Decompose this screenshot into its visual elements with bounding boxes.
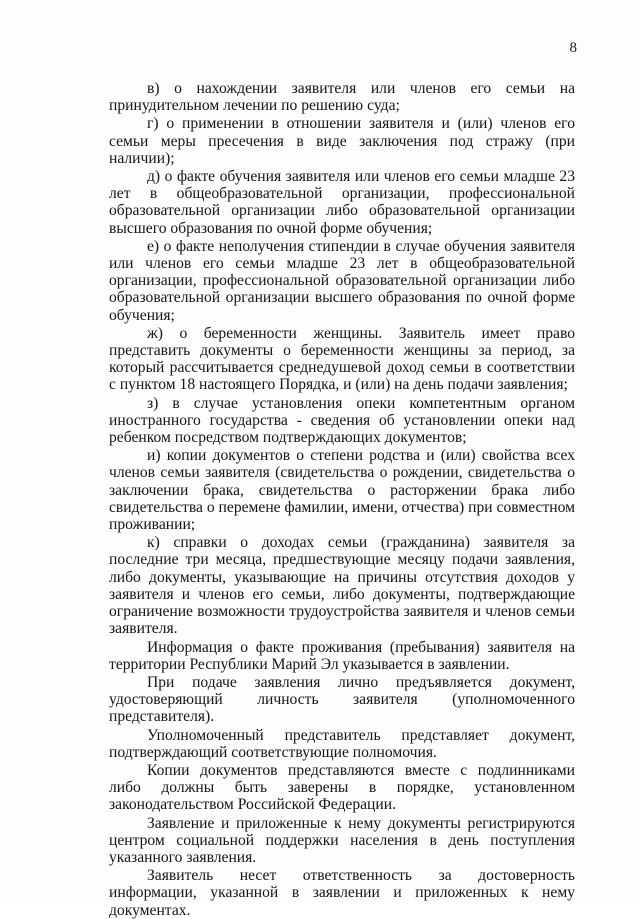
paragraph-representative: Уполномоченный представитель представляет документ, подтверждающий соответствующие полномочия. bbox=[109, 726, 575, 761]
paragraph-e: е) о факте неполучения стипендии в случае обучения заявителя или членов его семьи младше 23 лет в общеобразовательной организации, профессиональной образовательной организации либо образовательной организации высшего образования по очной форме обучения; bbox=[109, 237, 575, 324]
paragraph-g: г) о применении в отношении заявителя и (или) членов его семьи меры пресечения в виде заключения под стражу (при наличии); bbox=[109, 115, 575, 167]
paragraph-zh: ж) о беременности женщины. Заявитель имеет право представить документы о беременности женщины за период, за который рассчитывается среднедушевой доход семьи в соответствии с пунктом 18 настоящего Порядка, и (или) на день подачи заявления; bbox=[109, 324, 575, 394]
paragraph-i: и) копии документов о степени родства и (или) свойства всех членов семьи заявителя (свидетельства о рождении, свидетельства о заключении брака, свидетельства о расторжении брака либо свидетельства о перемене фамилии, имени, отчества) при совместном проживании; bbox=[109, 447, 575, 534]
document-body bbox=[109, 80, 575, 919]
paragraph-registration: Заявление и приложенные к нему документы регистрируются центром социальной поддержки населения в день поступления указанного заявления. bbox=[109, 814, 575, 866]
paragraph-v: в) о нахождении заявителя или членов его семьи на принудительном лечении по решению суда; bbox=[109, 80, 575, 115]
paragraph-k: к) справки о доходах семьи (гражданина) заявителя за последние три месяца, предшествующие месяцу подачи заявления, либо документы, указывающие на причины отсутствия доходов у заявителя и членов его семьи, либо документы, подтверждающие ограничение возможности трудоустройства заявителя и членов семьи заявителя. bbox=[109, 534, 575, 638]
paragraph-d: д) о факте обучения заявителя или членов его семьи младше 23 лет в общеобразовательной организации, профессиональной образовательной организации либо образовательной организации высшего образования по очной форме обучения; bbox=[109, 168, 575, 237]
paragraph-identity-document: При подаче заявления лично предъявляется документ, удостоверяющий личность заявителя (уполномоченного представителя). bbox=[109, 673, 575, 726]
page-number: 8 bbox=[569, 40, 577, 56]
paragraph-responsibility: Заявитель несет ответственность за достоверность информации, указанной в заявлении и приложенных к нему документах. bbox=[109, 867, 575, 919]
paragraph-z: з) в случае установления опеки компетентным органом иностранного государства - сведения об установлении опеки над ребенком посредством подтверждающих документов; bbox=[109, 394, 575, 447]
paragraph-residence-info: Информация о факте проживания (пребывания) заявителя на территории Республики Марий Эл указывается в заявлении. bbox=[109, 638, 575, 673]
paragraph-copies: Копии документов представляются вместе с подлинниками либо должны быть заверены в порядке, установленном законодательством Российской Федерации. bbox=[109, 761, 575, 814]
